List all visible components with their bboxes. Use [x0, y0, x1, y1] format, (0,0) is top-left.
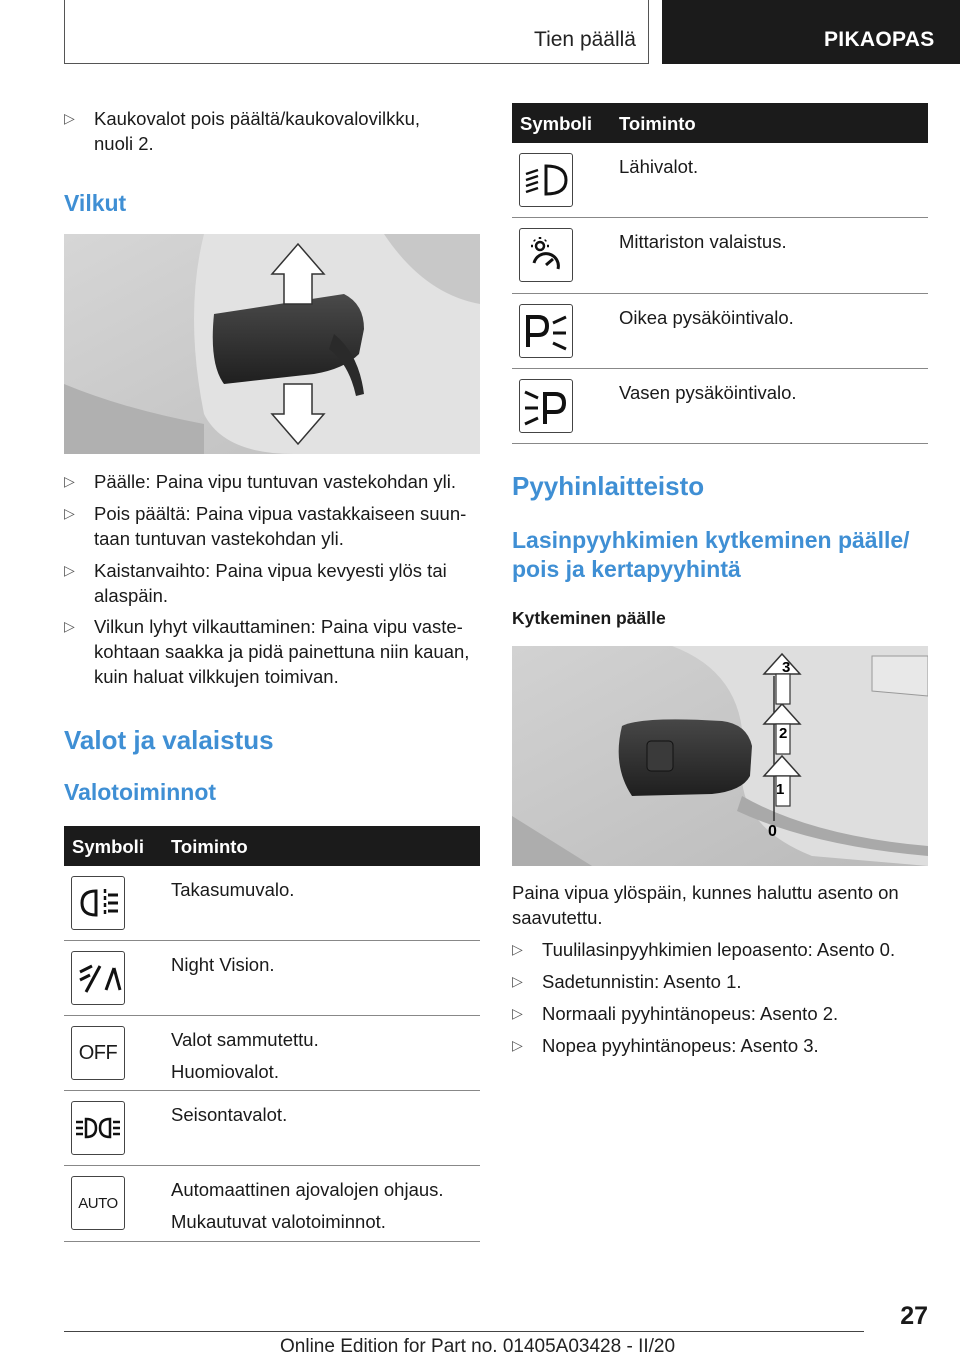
list-item [512, 1033, 932, 1058]
wiper-position-3: 3 [782, 659, 791, 676]
bullet-triangle-icon: ▷ [64, 110, 75, 126]
row-text: Seisontavalot. [171, 1104, 288, 1125]
bullet-line: Pois päältä: Paina vipua vastakkaiseen suun‐ [94, 503, 467, 524]
pyyhin-heading: Pyyhinlaitteisto [512, 471, 705, 501]
text-line: saavutettu. [512, 907, 603, 928]
bullet-line: kohtaan saakka ja pidä painettuna niin kauan, [94, 641, 470, 662]
bullet-triangle-icon: ▷ [512, 973, 523, 989]
header-section-box [64, 0, 649, 64]
table-row [64, 1016, 480, 1091]
turn-signal-illustration [64, 234, 480, 454]
bullet-triangle-icon: ▷ [64, 505, 75, 521]
lasin-heading [512, 526, 910, 584]
col-symbol: Symboli [520, 113, 592, 134]
row-text: Valot sammutettu. [171, 1029, 319, 1050]
bullet-line: alaspäin. [94, 585, 169, 606]
row-text: Mittariston valaistus. [619, 231, 787, 252]
table-row [64, 866, 480, 941]
lights-off-icon [71, 1026, 125, 1080]
night-vision-icon [71, 951, 125, 1005]
wiper-position-1: 1 [776, 781, 785, 798]
bullet-line: Päälle: Paina vipu tuntuvan vastekohdan yli. [94, 471, 457, 492]
heading-line: Lasinpyyhkimien kytkeminen päälle/ [512, 527, 910, 553]
row-text: Automaattinen ajovalojen ohjaus. [171, 1179, 444, 1200]
list-item [64, 558, 484, 608]
list-item [64, 614, 484, 689]
wiper-intro [512, 880, 932, 930]
col-function: Toiminto [619, 113, 696, 134]
table-row [64, 1091, 480, 1166]
kytkeminen-heading: Kytkeminen päälle [512, 608, 666, 628]
right-table-header [512, 103, 928, 143]
bullet-line: kuin haluat vilkkujen toimivan. [94, 666, 339, 687]
list-item [512, 1001, 932, 1026]
bullet-triangle-icon: ▷ [64, 473, 75, 489]
header-tab[interactable] [662, 0, 960, 64]
wiper-position-0: 0 [768, 823, 777, 840]
valot-heading: Valot ja valaistus [64, 725, 274, 755]
bullet-line: Kaukovalot pois päältä/kaukovalovilkku, [94, 108, 420, 129]
col-function: Toiminto [171, 836, 248, 857]
wiper-position-2: 2 [779, 725, 788, 742]
turn-signal-photo [64, 234, 480, 454]
left-table-header [64, 826, 480, 866]
list-item [512, 937, 932, 962]
row-text: Huomiovalot. [171, 1061, 279, 1082]
footer-divider [64, 1331, 864, 1332]
table-row [64, 941, 480, 1016]
bullet-triangle-icon: ▷ [512, 1037, 523, 1053]
bullet-line: Sadetunnistin: Asento 1. [542, 971, 742, 992]
bullet-triangle-icon: ▷ [512, 1005, 523, 1021]
row-text: Takasumuvalo. [171, 879, 295, 900]
row-text: Oikea pysäköintivalo. [619, 307, 794, 328]
table-row [512, 143, 928, 218]
left-parking-light-icon [519, 379, 573, 433]
bullet-line: nuoli 2. [94, 133, 154, 154]
table-row [64, 1166, 480, 1242]
table-row [512, 218, 928, 294]
instrument-lighting-icon [519, 228, 573, 282]
bullet-line: taan tuntuvan vastekohdan yli. [94, 528, 344, 549]
bullet-line: Vilkun lyhyt vilkauttaminen: Paina vipu vaste‐ [94, 616, 463, 637]
footer-edition: Online Edition for Part no. 01405A03428 - II/20 [280, 1336, 676, 1357]
icon-label: AUTO [78, 1194, 118, 1212]
wiper-lever-photo [512, 646, 928, 866]
list-item [64, 501, 484, 551]
low-beam-icon [519, 153, 573, 207]
auto-lights-icon [71, 1176, 125, 1230]
bullet-line: Tuulilasinpyyhkimien lepoasento: Asento 0. [542, 939, 896, 960]
list-item [64, 469, 484, 494]
parking-lights-icon [71, 1101, 125, 1155]
vilkut-heading: Vilkut [64, 190, 127, 216]
intro-bullet [64, 106, 484, 158]
heading-line: pois ja kertapyyhintä [512, 556, 741, 582]
bullet-triangle-icon: ▷ [64, 618, 75, 634]
bullet-triangle-icon: ▷ [64, 562, 75, 578]
page-number: 27 [900, 1302, 928, 1330]
col-symbol: Symboli [72, 836, 144, 857]
table-row [512, 294, 928, 369]
list-item [512, 969, 932, 994]
wiper-lever-illustration [512, 646, 928, 866]
header-section-title: Tien päällä [534, 28, 636, 51]
header-tab-label: PIKAOPAS [824, 28, 935, 51]
bullet-triangle-icon: ▷ [512, 941, 523, 957]
text-line: Paina vipua ylöspäin, kunnes haluttu asento on [512, 882, 899, 903]
row-text: Lähivalot. [619, 156, 699, 177]
bullet-line: Kaistanvaihto: Paina vipua kevyesti ylös tai [94, 560, 447, 581]
rear-fog-light-icon [71, 876, 125, 930]
row-text: Mukautuvat valotoiminnot. [171, 1211, 386, 1232]
right-parking-light-icon [519, 304, 573, 358]
table-row [512, 369, 928, 444]
row-text: Night Vision. [171, 954, 275, 975]
row-text: Vasen pysäköintivalo. [619, 382, 797, 403]
icon-label: OFF [78, 1041, 118, 1064]
valotoiminnot-heading: Valotoiminnot [64, 779, 217, 805]
bullet-line: Normaali pyyhintänopeus: Asento 2. [542, 1003, 839, 1024]
bullet-line: Nopea pyyhintänopeus: Asento 3. [542, 1035, 819, 1056]
